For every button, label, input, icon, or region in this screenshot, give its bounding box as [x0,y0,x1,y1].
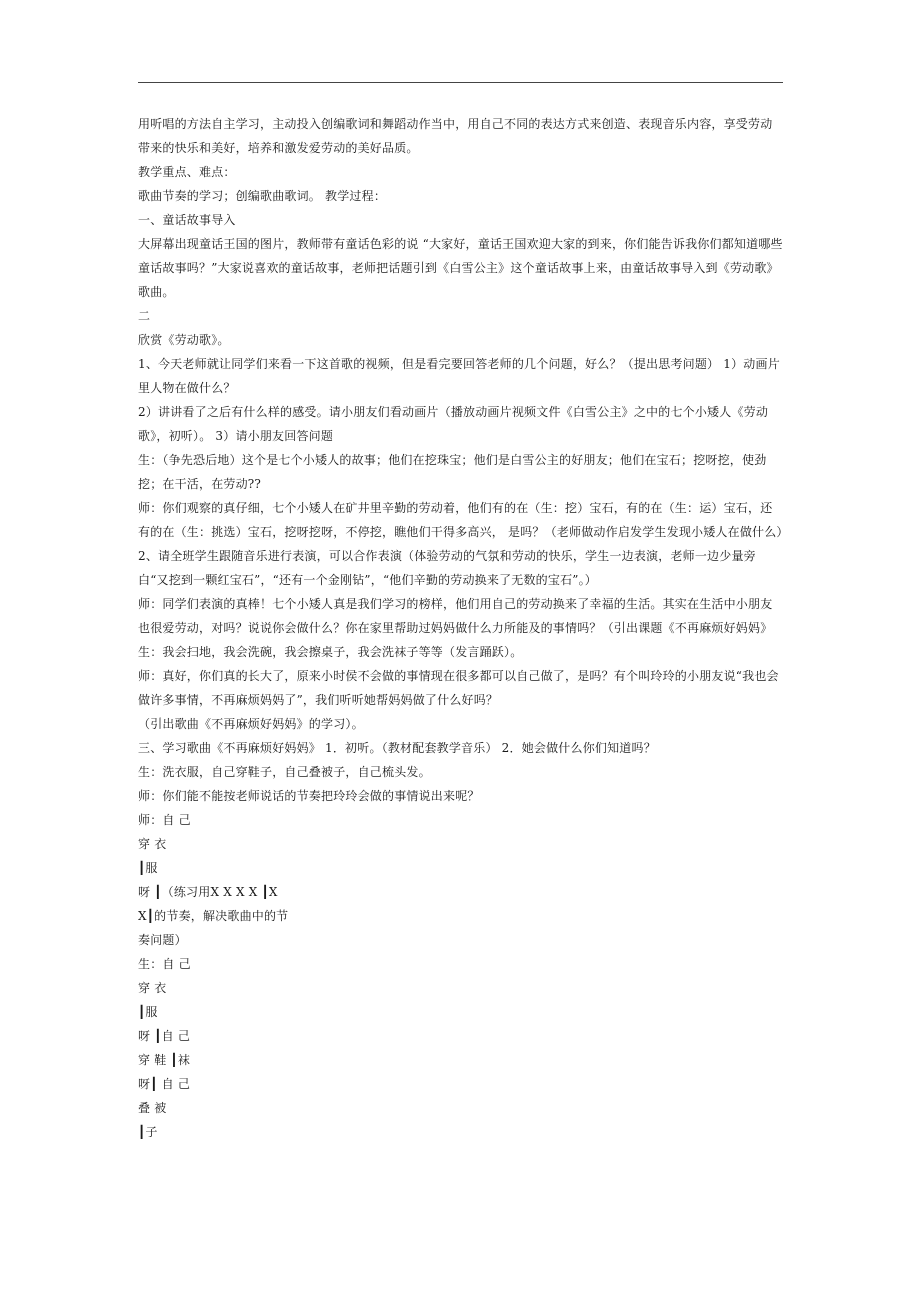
paragraph-fairy-tale-intro: 大屏幕出现童话王国的图片，教师带有童话色彩的说 “大家好，童话王国欢迎大家的到来，你们能告诉我你们都知道哪些童话故事吗？”大家说喜欢的童话故事，老师把话题引到《白雪公主》这个童话故事上来，由童话故事导入到《劳动歌》歌曲。 [138,237,783,299]
paragraph-student-answer-2: 生：洗衣服，自己穿鞋子，自己叠被子，自己梳头发。 [138,765,431,779]
paragraph-objective: 用听唱的方法自主学习，主动投入创编歌词和舞蹈动作当中，用自己不同的表达方式来创造、表现音乐内容，享受劳动带来的快乐和美好，培养和激发爱劳动的美好品质。 [138,117,773,155]
rhythm-line: 穿 衣 [138,981,167,995]
rhythm-line: 呀 ┃自 己 [138,1029,191,1043]
rhythm-line: ┃子 [138,1125,158,1139]
paragraph-key-points: 歌曲节奏的学习；创编歌曲歌词。 教学过程： [138,189,387,203]
paragraph-teacher-4: 师：你们能不能按老师说话的节奏把玲玲会做的事情说出来呢？ [138,789,480,803]
paragraph-perform: 2、请全班学生跟随音乐进行表演，可以合作表演（体验劳动的气氛和劳动的快乐，学生一边表演，老师一边少量旁白“又挖到一颗红宝石”，“还有一个金刚钻”，“他们辛勤的劳动换来了无数的宝石”。） [138,549,756,587]
rhythm-line: X┃的节奏，解决歌曲中的节 [138,909,289,923]
paragraph-teacher-3: 师：真好，你们真的长大了，原来小时侯不会做的事情现在很多都可以自己做了，是吗？有个叫玲玲的小朋友说“我也会做许多事情，不再麻烦妈妈了”，我们听听她帮妈妈做了什么好吗？ [138,669,779,707]
header-rule [138,82,783,83]
paragraph-appreciate: 欣赏《劳动歌》。 [138,333,230,347]
paragraph-student-answer-1: 生：（争先恐后地）这个是七个小矮人的故事；他们在挖珠宝；他们是白雪公主的好朋友；他们在宝石；挖呀挖，使劲挖；在干活，在劳动?? [138,453,767,491]
rhythm-line: ┃服 [138,1005,158,1019]
rhythm-line: 穿 衣 [138,837,167,851]
paragraph-teacher-1: 师：你们观察的真仔细，七个小矮人在矿井里辛勤的劳动着，他们有的在（生：挖）宝石，有的在（生：运）宝石，还有的在（生：挑选）宝石，挖呀挖呀，不停挖，瞧他们干得多高兴， 是吗？（老师做动作启发学生发现小矮人在做什么） [138,501,789,539]
rhythm-line: 呀┃ 自 己 [138,1077,191,1091]
paragraph-song-intro: （引出歌曲《不再麻烦好妈妈》的学习）。 [138,717,364,731]
heading-section-1: 一、童话故事导入 [138,213,236,227]
rhythm-line: ┃服 [138,861,158,875]
heading-section-3: 三、学习歌曲《不再麻烦好妈妈》 1．初听。（教材配套教学音乐） 2．她会做什么你们知道吗？ [138,741,656,755]
rhythm-line: 奏问题） [138,933,187,947]
paragraph-step-1: 1、今天老师就让同学们来看一下这首歌的视频，但是看完要回答老师的几个问题，好么？（提出思考问题） 1）动画片里人物在做什么？ [138,357,780,395]
paragraph-teacher-2: 师：同学们表演的真棒！七个小矮人真是我们学习的榜样，他们用自己的劳动换来了幸福的生活。其实在生活中小朋友也很爱劳动，对吗？说说你会做什么？你在家里帮助过妈妈做什么力所能及的事情吗？（引出课题《不再麻烦好妈妈》生：我会扫地，我会洗碗，我会擦桌子，我会洗袜子等等（发言踊跃）。 [138,597,773,659]
rhythm-line: 穿 鞋 ┃袜 [138,1053,191,1067]
rhythm-line: 叠 被 [138,1101,167,1115]
paragraph-step-2: 2）讲讲看了之后有什么样的感受。请小朋友们看动画片（播放动画片视频文件《白雪公主》之中的七个小矮人《劳动歌》，初听）。 3）请小朋友回答问题 [138,405,769,443]
rhythm-line: 生：自 己 [138,957,191,971]
heading-section-2: 二 [138,309,151,323]
heading-key-points: 教学重点、难点： [138,165,236,179]
rhythm-line: 呀 ┃（练习用X X X X ┃X [138,885,278,899]
document-body [138,112,789,1144]
rhythm-line: 师：自 己 [138,813,191,827]
